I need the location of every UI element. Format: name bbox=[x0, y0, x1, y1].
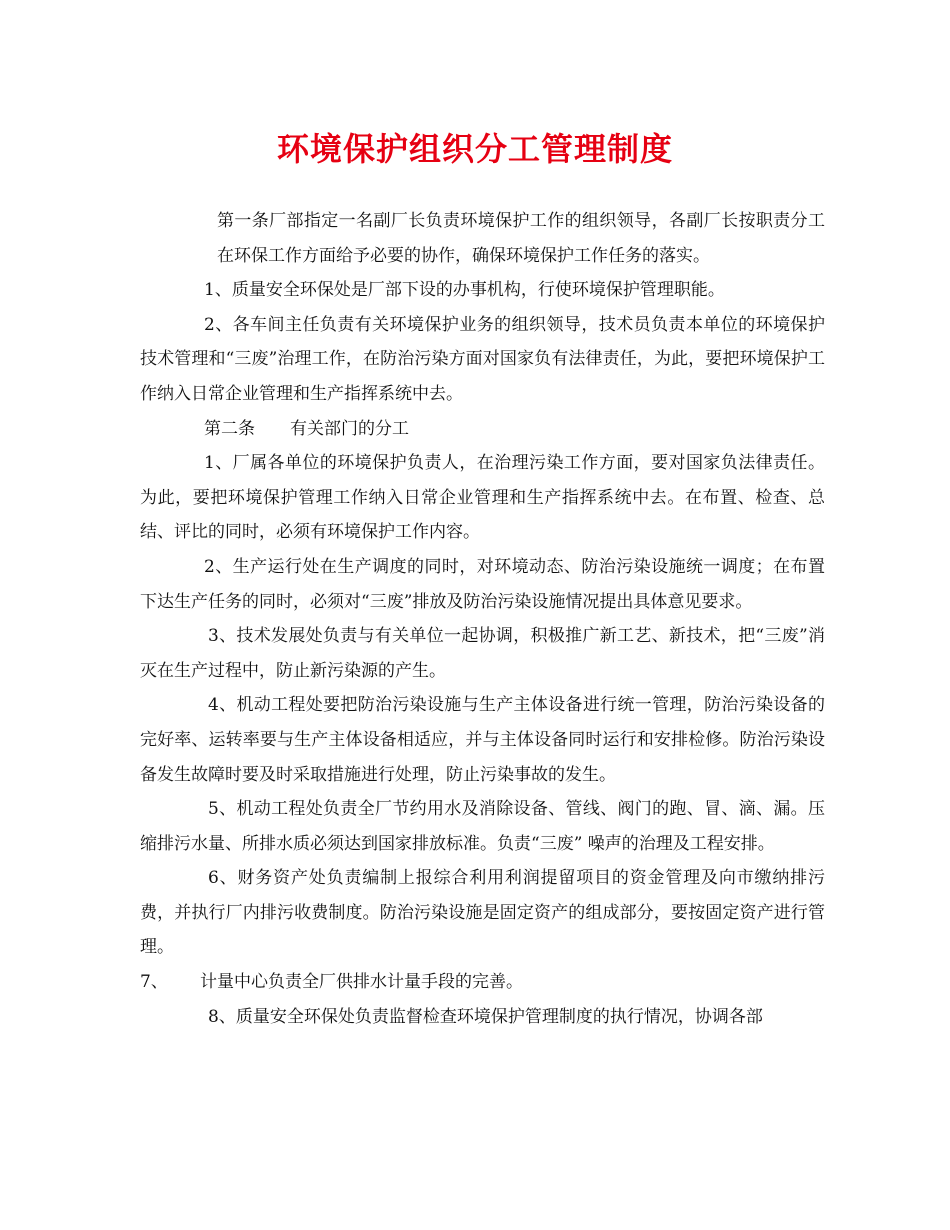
article-2-item-7 bbox=[140, 965, 825, 1000]
article-2 bbox=[140, 412, 825, 447]
article-2-item-2: 2、生产运行处在生产调度的同时，对环境动态、防治污染设施统一调度；在布置下达生产任务的同时，必须对“三废”排放及防治污染设施情况提出具体意见要求。 bbox=[140, 556, 825, 612]
article-2-item-8: 8、质量安全环保处负责监督检查环境保护管理制度的执行情况，协调各部 bbox=[208, 1006, 763, 1027]
document-title: 环境保护组织分工管理制度 bbox=[276, 130, 673, 168]
article-1-text: 厂部指定一名副厂长负责环境保护工作的组织领导，各副厂长按职责分工在环保工作方面给予必要的协作，确保环境保护工作任务的落实。 bbox=[217, 211, 826, 266]
article-1 bbox=[140, 204, 825, 273]
item-7-label: 7、 bbox=[140, 972, 168, 993]
article-2-item-6: 6、财务资产处负责编制上报综合利用利润提留项目的资金管理及向市缴纳排污费，并执行厂内排污收费制度。防治污染设施是固定资产的组成部分，要按固定资产进行管理。 bbox=[140, 868, 825, 958]
article-2-item-4: 4、机动工程处要把防治污染设施与生产主体设备进行统一管理，防治污染设备的完好率、运转率要与生产主体设备相适应，并与主体设备同时运行和安排检修。防治污染设备发生故障时要及时采取措施进行处理，防止污染事故的发生。 bbox=[140, 695, 825, 785]
article-2-item-1: 1、厂属各单位的环境保护负责人，在治理污染工作方面，要对国家负法律责任。为此，要把环境保护管理工作纳入日常企业管理和生产指挥系统中去。在布置、检查、总结、评比的同时，必须有环境保护工作内容。 bbox=[140, 453, 825, 543]
article-2-item-5: 5、机动工程处负责全厂节约用水及消除设备、管线、阀门的跑、冒、滴、漏。压缩排污水量、所排水质必须达到国家排放标准。负责“三废” 噪声的治理及工程安排。 bbox=[140, 799, 825, 854]
article-1-item-2: 2、各车间主任负责有关环境保护业务的组织领导，技术员负责本单位的环境保护技术管理和“三废”治理工作，在防治污染方面对国家负有法律责任，为此，要把环境保护工作纳入日常企业管理和生产指挥系统中去。 bbox=[140, 314, 825, 404]
article-2-text: 有关部门的分工 bbox=[290, 418, 409, 439]
item-7-text: 计量中心负责全厂供排水计量手段的完善。 bbox=[200, 972, 523, 993]
article-2-item-3: 3、技术发展处负责与有关单位一起协调，积极推广新工艺、新技术，把“三废”消灭在生产过程中，防止新污染源的产生。 bbox=[140, 626, 825, 681]
article-1-item-1: 1、质量安全环保处是厂部下设的办事机构，行使环境保护管理职能。 bbox=[204, 280, 725, 301]
article-1-label: 第一条 bbox=[217, 211, 270, 231]
article-2-label: 第二条 bbox=[204, 418, 255, 439]
document-body bbox=[140, 204, 825, 1034]
